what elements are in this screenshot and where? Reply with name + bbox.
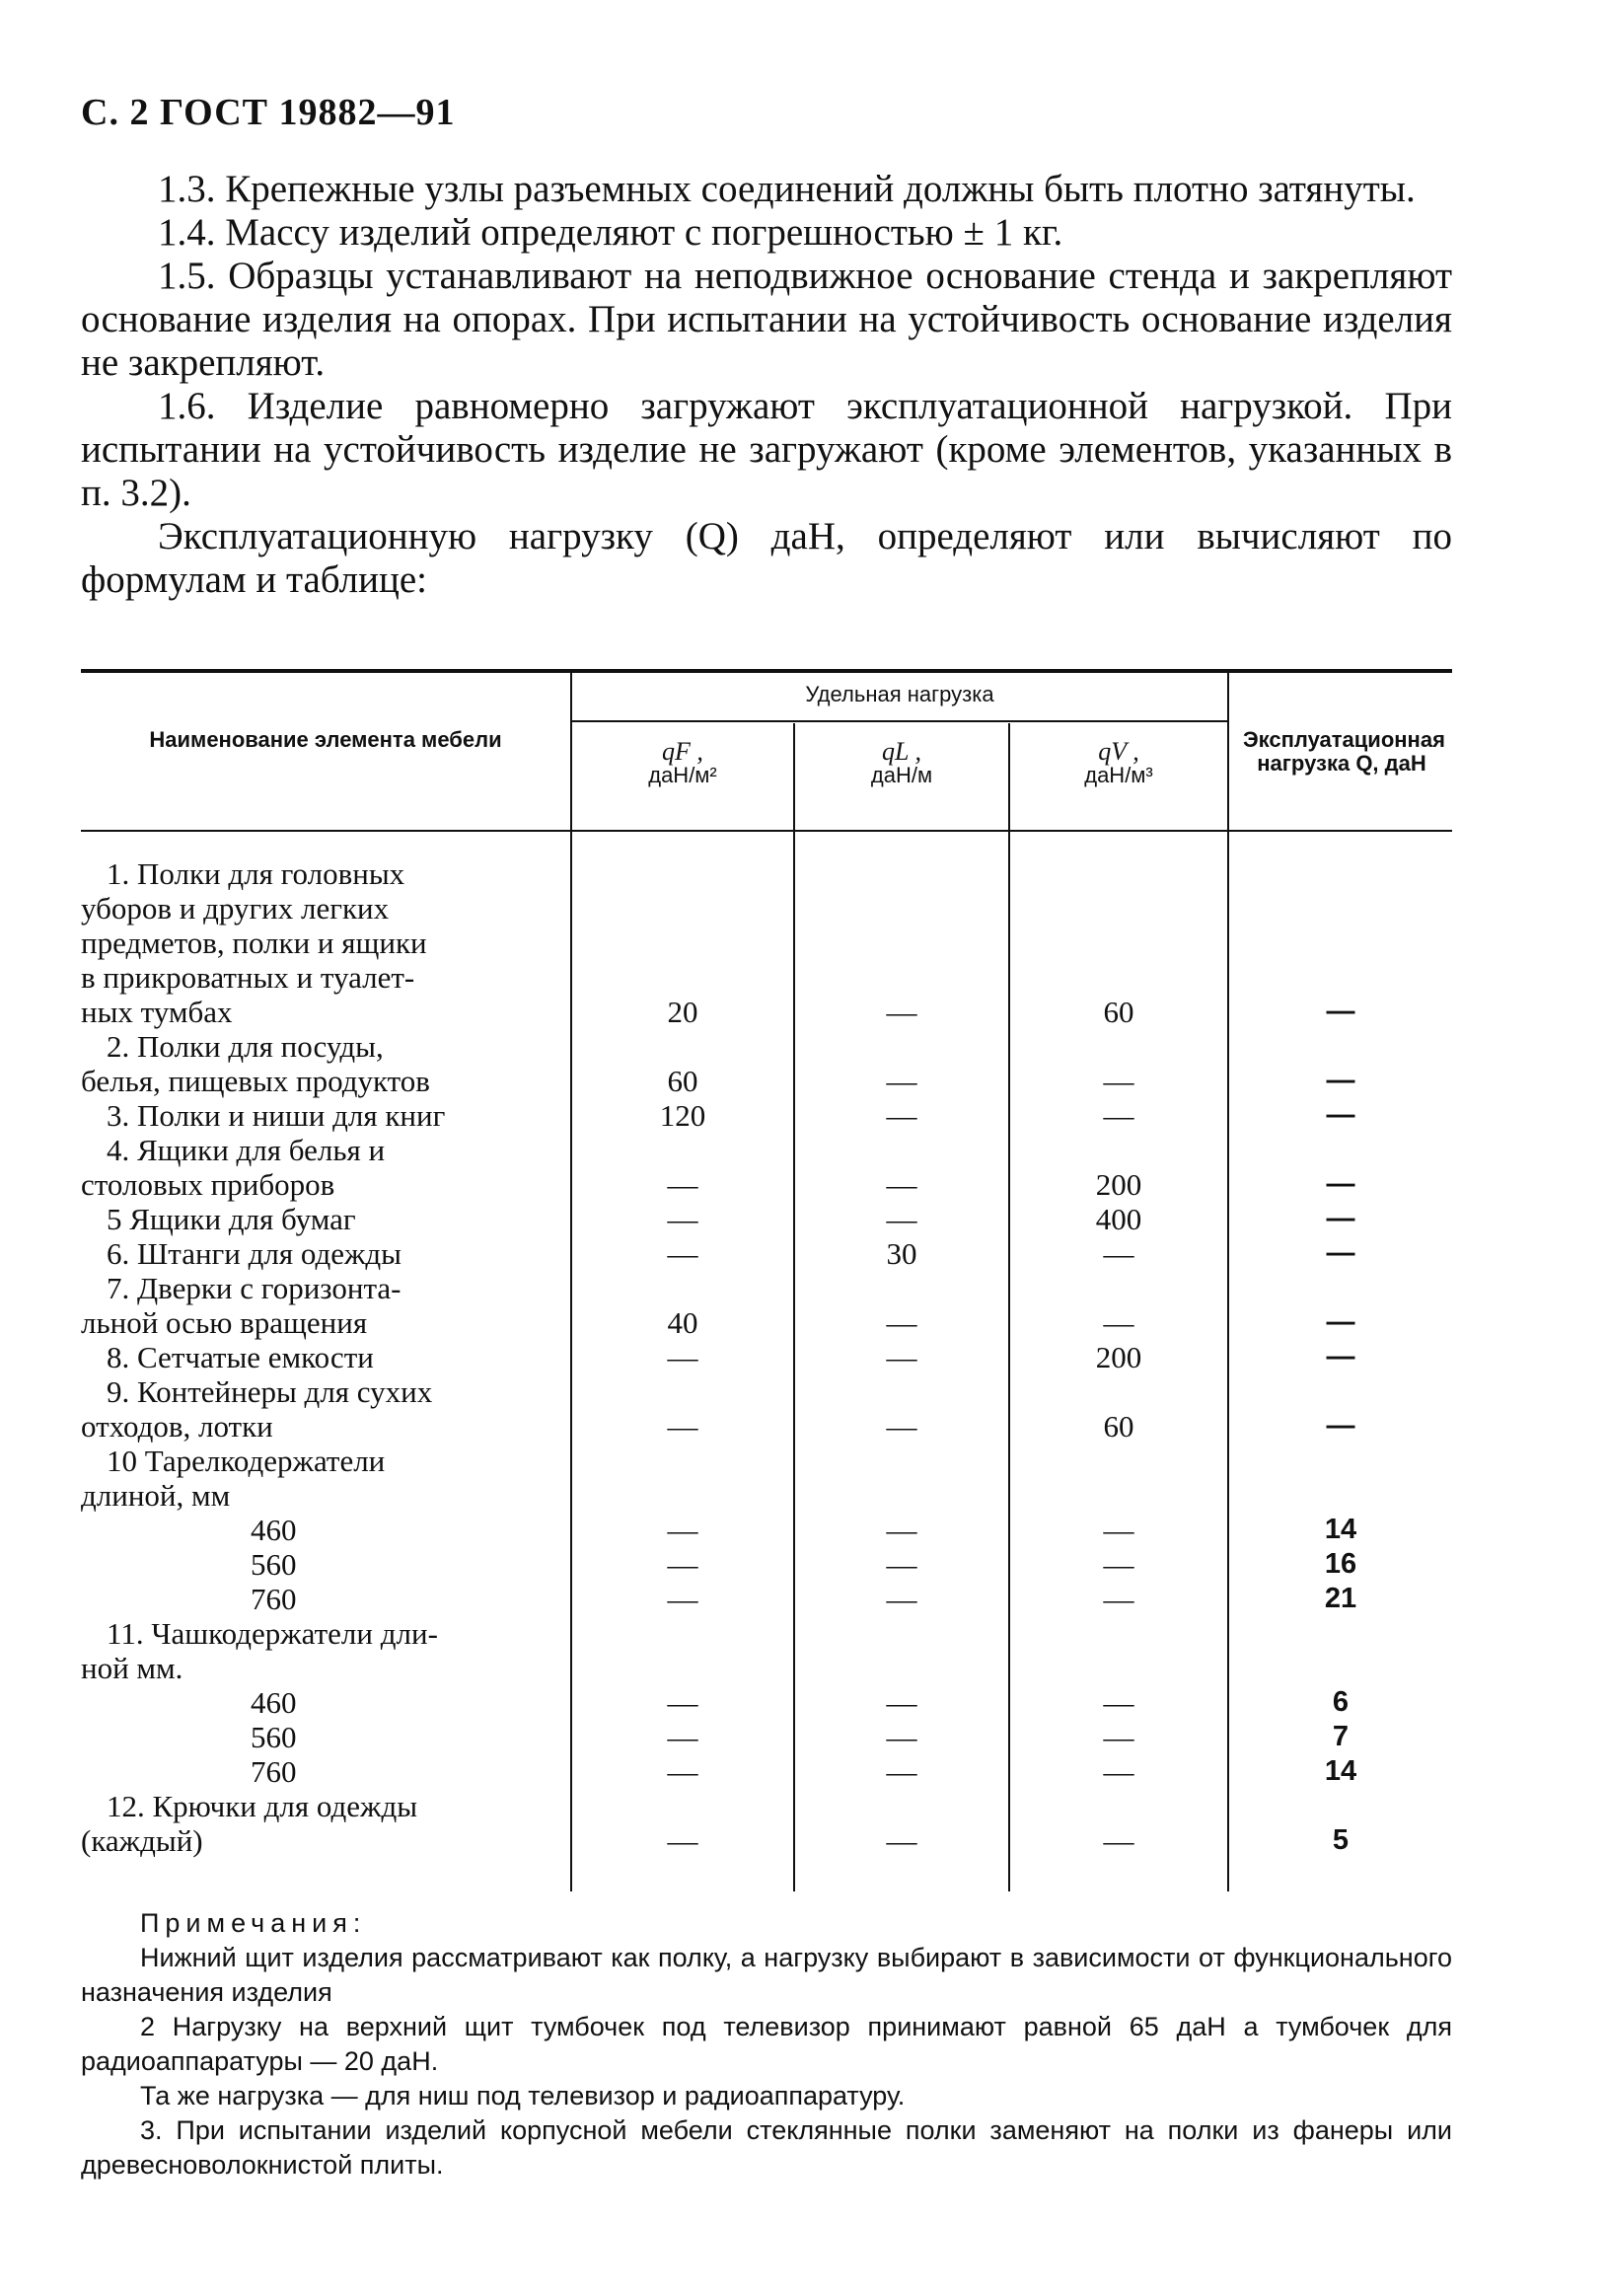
row-name-line: 4. Ящики для белья и bbox=[107, 1133, 386, 1167]
cell-qf: — bbox=[667, 1340, 698, 1374]
table-row bbox=[81, 1340, 1452, 1374]
cell-ql: — bbox=[886, 1720, 917, 1754]
cell-ql: — bbox=[886, 1754, 917, 1789]
cell-q: — bbox=[1326, 996, 1355, 1027]
table-header-rule bbox=[81, 830, 1452, 832]
cell-ql: — bbox=[886, 1685, 917, 1720]
cell-qv: — bbox=[1103, 1754, 1134, 1789]
cell-qf: — bbox=[667, 1236, 698, 1271]
row-name-line: белья, пищевых продуктов bbox=[81, 1064, 430, 1098]
row-name-line: 7. Дверки с горизонта- bbox=[107, 1271, 402, 1305]
cell-ql: — bbox=[886, 995, 917, 1029]
table-top-rule bbox=[81, 669, 1452, 673]
cell-qf: 120 bbox=[659, 1098, 706, 1133]
cell-ql: 30 bbox=[886, 1236, 917, 1271]
cell-ql: — bbox=[886, 1340, 917, 1374]
header-qv: qV , даН/м³ bbox=[1084, 737, 1153, 787]
cell-ql: — bbox=[886, 1202, 917, 1236]
row-name-line: 10 Тарелкодержатели bbox=[107, 1444, 386, 1478]
cell-q: — bbox=[1326, 1341, 1355, 1372]
row-length-label: 760 bbox=[251, 1582, 297, 1616]
header-qf: qF , даН/м² bbox=[648, 737, 717, 787]
cell-qf: — bbox=[667, 1754, 698, 1789]
cell-qv: 200 bbox=[1095, 1167, 1142, 1202]
cell-q: — bbox=[1326, 1099, 1355, 1131]
cell-ql: — bbox=[886, 1513, 917, 1547]
page-header: С. 2 ГОСТ 19882—91 bbox=[81, 92, 456, 133]
cell-q: — bbox=[1326, 1168, 1355, 1200]
row-name-line: ных тумбах bbox=[81, 995, 233, 1029]
notes bbox=[81, 1906, 1452, 2183]
subheader-rule bbox=[572, 720, 1227, 722]
cell-q: 16 bbox=[1324, 1548, 1357, 1580]
cell-qv: — bbox=[1103, 1305, 1134, 1340]
header-name: Наименование элемента мебели bbox=[149, 727, 502, 752]
cell-qv: 60 bbox=[1103, 1409, 1134, 1444]
note-3: 3. При испытании изделий корпусной мебели стеклянные полки заменяют на полки из фанеры или древесноволокнистой плиты. bbox=[81, 2115, 1452, 2180]
table-row bbox=[81, 1133, 1452, 1202]
paragraph-load-intro: Эксплуатационную нагрузку (Q) даН, определяют или вычисляют по формулам и таблице: bbox=[81, 515, 1452, 601]
table-row bbox=[81, 1236, 1452, 1271]
row-name-line: (каждый) bbox=[81, 1823, 203, 1858]
paragraph-1-3: 1.3. Крепежные узлы разъемных соединений должны быть плотно затянуты. bbox=[158, 168, 1416, 210]
row-name-line: отходов, лотки bbox=[81, 1409, 273, 1444]
row-name-line: 1. Полки для головных bbox=[107, 856, 405, 891]
cell-qv: — bbox=[1103, 1720, 1134, 1754]
cell-qf: 60 bbox=[667, 1064, 698, 1098]
row-length-label: 460 bbox=[251, 1685, 297, 1720]
cell-ql: — bbox=[886, 1167, 917, 1202]
cell-qf: — bbox=[667, 1513, 698, 1547]
table-row bbox=[81, 1720, 1452, 1754]
row-length-label: 560 bbox=[251, 1720, 297, 1754]
note-2: 2 Нагрузку на верхний щит тумбочек под телевизор принимают равной 65 даН а тумбочек для радиоаппаратуры — 20 даН. bbox=[81, 2012, 1452, 2076]
cell-qv: — bbox=[1103, 1098, 1134, 1133]
row-name-line: 11. Чашкодержатели дли- bbox=[107, 1616, 438, 1651]
row-name-line: льной осью вращения bbox=[81, 1305, 368, 1340]
cell-qf: — bbox=[667, 1720, 698, 1754]
row-name-line: 12. Крючки для одежды bbox=[107, 1789, 418, 1823]
cell-ql: — bbox=[886, 1547, 917, 1582]
cell-q: — bbox=[1326, 1203, 1355, 1234]
header-operational-load: Эксплуатационная нагрузка Q, даН bbox=[1243, 727, 1445, 776]
row-name-line: 6. Штанги для одежды bbox=[107, 1236, 402, 1271]
cell-q: — bbox=[1326, 1306, 1355, 1338]
table-row bbox=[81, 1098, 1452, 1133]
table-row bbox=[81, 1685, 1452, 1720]
cell-q: 14 bbox=[1324, 1755, 1357, 1787]
table-row bbox=[81, 1789, 1452, 1858]
paragraph-1-6: 1.6. Изделие равномерно загружают эксплуатационной нагрузкой. При испытании на устойчивость изделие не загружают (кроме элементов, указанных в п. 3.2). bbox=[81, 385, 1452, 514]
cell-qv: 400 bbox=[1095, 1202, 1142, 1236]
cell-ql: — bbox=[886, 1098, 917, 1133]
table-row bbox=[81, 1754, 1452, 1789]
paragraph-1-5: 1.5. Образцы устанавливают на неподвижное основание стенда и закрепляют основание изделия на опорах. При испытании на устойчивость основание изделия не закрепляют. bbox=[81, 255, 1452, 384]
table-row bbox=[81, 1547, 1452, 1582]
cell-q: — bbox=[1326, 1237, 1355, 1269]
cell-qv: — bbox=[1103, 1582, 1134, 1616]
table-row bbox=[81, 856, 1452, 1029]
cell-ql: — bbox=[886, 1823, 917, 1858]
table-row bbox=[81, 1582, 1452, 1616]
cell-qv: — bbox=[1103, 1236, 1134, 1271]
table-row bbox=[81, 1616, 1452, 1685]
table-row bbox=[81, 1271, 1452, 1340]
cell-qf: — bbox=[667, 1582, 698, 1616]
row-name-line: ной мм. bbox=[81, 1651, 183, 1685]
cell-qf: — bbox=[667, 1409, 698, 1444]
row-name-line: 5 Ящики для бумаг bbox=[107, 1202, 356, 1236]
row-length-label: 560 bbox=[251, 1547, 297, 1582]
table-body bbox=[81, 856, 1452, 1858]
cell-q: — bbox=[1326, 1410, 1355, 1442]
cell-q: 21 bbox=[1324, 1583, 1357, 1614]
cell-ql: — bbox=[886, 1409, 917, 1444]
cell-qf: — bbox=[667, 1685, 698, 1720]
cell-q: 7 bbox=[1332, 1721, 1350, 1752]
cell-q: 5 bbox=[1332, 1824, 1350, 1856]
row-length-label: 760 bbox=[251, 1754, 297, 1789]
table-row bbox=[81, 1029, 1452, 1098]
cell-qv: — bbox=[1103, 1823, 1134, 1858]
row-name-line: столовых приборов bbox=[81, 1167, 335, 1202]
cell-qf: — bbox=[667, 1547, 698, 1582]
paragraph-1-4: 1.4. Массу изделий определяют с погрешностью ± 1 кг. bbox=[158, 211, 1063, 254]
cell-q: — bbox=[1326, 1065, 1355, 1096]
cell-ql: — bbox=[886, 1582, 917, 1616]
cell-qf: 40 bbox=[667, 1305, 698, 1340]
note-1: Нижний щит изделия рассматривают как полку, а нагрузку выбирают в зависимости от функционального назначения изделия bbox=[81, 1943, 1452, 2007]
row-name-line: в прикроватных и туалет- bbox=[81, 960, 415, 995]
cell-qv: — bbox=[1103, 1064, 1134, 1098]
table-row bbox=[81, 1444, 1452, 1513]
cell-qv: 60 bbox=[1103, 995, 1134, 1029]
table-row bbox=[81, 1374, 1452, 1444]
row-name-line: 3. Полки и ниши для книг bbox=[107, 1098, 446, 1133]
row-name-line: 9. Контейнеры для сухих bbox=[107, 1374, 433, 1409]
cell-q: 14 bbox=[1324, 1514, 1357, 1545]
row-name-line: 8. Сетчатые емкости bbox=[107, 1340, 374, 1374]
notes-title: Примечания: bbox=[140, 1908, 367, 1938]
row-name-line: уборов и других легких bbox=[81, 891, 390, 926]
cell-qv: — bbox=[1103, 1685, 1134, 1720]
row-name-line: предметов, полки и ящики bbox=[81, 926, 427, 960]
cell-q: 6 bbox=[1332, 1686, 1350, 1718]
cell-ql: — bbox=[886, 1305, 917, 1340]
cell-qf: 20 bbox=[667, 995, 698, 1029]
table-row bbox=[81, 1513, 1452, 1547]
header-specific-load: Удельная нагрузка bbox=[805, 682, 994, 706]
row-length-label: 460 bbox=[251, 1513, 297, 1547]
cell-qf: — bbox=[667, 1167, 698, 1202]
cell-qv: — bbox=[1103, 1513, 1134, 1547]
table-row bbox=[81, 1202, 1452, 1236]
cell-qv: 200 bbox=[1095, 1340, 1142, 1374]
header-ql: qL , даН/м bbox=[870, 737, 933, 787]
body-text bbox=[81, 168, 1452, 602]
note-2-addendum: Та же нагрузка — для ниш под телевизор и радиоаппаратуру. bbox=[140, 2081, 906, 2111]
cell-ql: — bbox=[886, 1064, 917, 1098]
row-name-line: длиной, мм bbox=[81, 1478, 231, 1513]
row-name-line: 2. Полки для посуды, bbox=[107, 1029, 384, 1064]
cell-qf: — bbox=[667, 1823, 698, 1858]
cell-qv: — bbox=[1103, 1547, 1134, 1582]
cell-qf: — bbox=[667, 1202, 698, 1236]
